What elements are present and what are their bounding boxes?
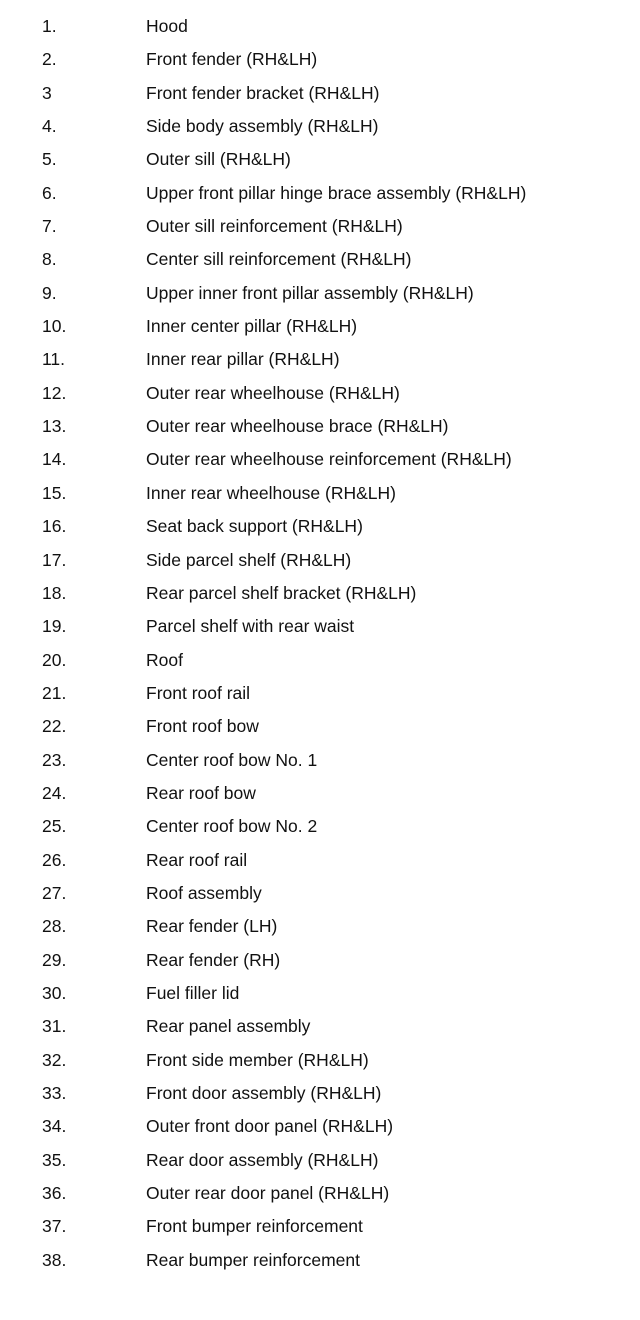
part-name: Front roof rail [146, 682, 251, 703]
part-name: Outer sill reinforcement (RH&LH) [146, 216, 403, 237]
part-number: 11. [42, 349, 66, 370]
list-item [0, 143, 640, 176]
list-item [0, 1244, 640, 1277]
part-number: 34. [42, 1116, 67, 1137]
list-item [0, 910, 640, 943]
part-number: 31. [42, 1016, 67, 1037]
part-number: 33. [42, 1083, 67, 1103]
part-number: 12. [42, 382, 67, 403]
list-item [0, 644, 640, 677]
list-item [0, 110, 640, 143]
list-item [0, 210, 640, 243]
part-name: Upper inner front pillar assembly (RH&LH) [146, 282, 474, 303]
part-name: Front door assembly (RH&LH) [146, 1083, 382, 1103]
part-name: Rear panel assembly [146, 1016, 311, 1037]
part-number: 14. [42, 449, 67, 470]
part-number: 16. [42, 516, 67, 537]
list-item [0, 10, 640, 43]
part-number: 4. [42, 116, 57, 137]
part-number: 36. [42, 1183, 67, 1204]
part-name: Roof assembly [146, 882, 262, 903]
list-item [0, 1044, 640, 1077]
part-name: Front fender (RH&LH) [146, 49, 318, 70]
part-name: Front bumper reinforcement [146, 1216, 363, 1237]
part-name: Center roof bow No. 2 [146, 816, 318, 837]
part-number: 10. [42, 316, 67, 337]
list-item [0, 844, 640, 877]
part-number: 28. [42, 916, 67, 937]
part-name: Parcel shelf with rear waist [146, 616, 355, 637]
part-name: Upper front pillar hinge brace assembly (RH&LH) [146, 182, 527, 203]
part-number: 25. [42, 816, 67, 837]
part-number: 37. [42, 1216, 67, 1237]
list-item [0, 343, 640, 376]
part-name: Outer rear door panel (RH&LH) [146, 1183, 390, 1204]
part-name: Rear fender (RH) [146, 949, 281, 970]
part-name: Front fender bracket (RH&LH) [146, 82, 380, 103]
part-name: Inner center pillar (RH&LH) [146, 316, 358, 337]
part-name: Outer rear wheelhouse (RH&LH) [146, 382, 400, 403]
part-name: Side parcel shelf (RH&LH) [146, 549, 352, 570]
list-item [0, 277, 640, 310]
list-item [0, 377, 640, 410]
list-item [0, 43, 640, 76]
list-item [0, 810, 640, 843]
part-name: Front side member (RH&LH) [146, 1049, 369, 1070]
part-name: Rear bumper reinforcement [146, 1249, 360, 1270]
part-name: Rear parcel shelf bracket (RH&LH) [146, 582, 417, 603]
list-item [0, 610, 640, 643]
part-number: 27. [42, 882, 67, 903]
part-number: 30. [42, 982, 67, 1003]
list-item [0, 1010, 640, 1043]
list-item [0, 1210, 640, 1243]
list-item [0, 944, 640, 977]
part-name: Rear door assembly (RH&LH) [146, 1149, 379, 1170]
part-name: Outer front door panel (RH&LH) [146, 1116, 394, 1137]
list-item [0, 1110, 640, 1143]
list-item [0, 177, 640, 210]
part-number: 18. [42, 582, 67, 603]
list-item [0, 1144, 640, 1177]
list-item [0, 443, 640, 476]
part-number: 1. [42, 16, 57, 36]
part-number: 32. [42, 1049, 67, 1070]
part-number: 6. [42, 182, 57, 203]
list-item [0, 877, 640, 910]
part-name: Inner rear wheelhouse (RH&LH) [146, 482, 396, 503]
part-number: 3 [42, 82, 52, 103]
part-name: Side body assembly (RH&LH) [146, 116, 379, 137]
part-number: 20. [42, 649, 67, 670]
list-item [0, 744, 640, 777]
part-name: Center roof bow No. 1 [146, 749, 318, 770]
part-number: 29. [42, 949, 67, 970]
part-number: 19. [42, 616, 67, 637]
part-number: 13. [42, 416, 67, 437]
list-item [0, 1177, 640, 1210]
part-number: 5. [42, 149, 57, 170]
part-name: Rear fender (LH) [146, 916, 278, 937]
list-item [0, 577, 640, 610]
list-item [0, 1077, 640, 1110]
part-number: 8. [42, 249, 57, 270]
list-item [0, 477, 640, 510]
part-number: 15. [42, 482, 67, 503]
part-number: 2. [42, 49, 57, 70]
list-item [0, 710, 640, 743]
part-number: 38. [42, 1249, 67, 1270]
part-name: Front roof bow [146, 716, 259, 737]
part-number: 7. [42, 216, 57, 237]
list-item [0, 777, 640, 810]
list-item [0, 977, 640, 1010]
list-item [0, 677, 640, 710]
part-name: Fuel filler lid [146, 982, 240, 1003]
part-name: Hood [146, 16, 188, 36]
part-name: Roof [146, 649, 183, 670]
part-number: 26. [42, 849, 67, 870]
part-number: 23. [42, 749, 67, 770]
part-name: Center sill reinforcement (RH&LH) [146, 249, 412, 270]
list-item [0, 544, 640, 577]
part-number: 17. [42, 549, 67, 570]
list-item [0, 77, 640, 110]
part-number: 22. [42, 716, 67, 737]
part-number: 21. [42, 682, 67, 703]
list-item [0, 310, 640, 343]
part-number: 35. [42, 1149, 67, 1170]
part-name: Seat back support (RH&LH) [146, 516, 363, 537]
part-number: 9. [42, 282, 57, 303]
part-name: Outer rear wheelhouse reinforcement (RH&LH) [146, 449, 512, 470]
parts-list [0, 10, 640, 1277]
part-name: Rear roof rail [146, 849, 248, 870]
list-item [0, 510, 640, 543]
part-name: Rear roof bow [146, 782, 256, 803]
part-number: 24. [42, 782, 67, 803]
list-item [0, 243, 640, 276]
part-name: Inner rear pillar (RH&LH) [146, 349, 340, 370]
part-name: Outer sill (RH&LH) [146, 149, 291, 170]
list-item [0, 410, 640, 443]
part-name: Outer rear wheelhouse brace (RH&LH) [146, 416, 449, 437]
